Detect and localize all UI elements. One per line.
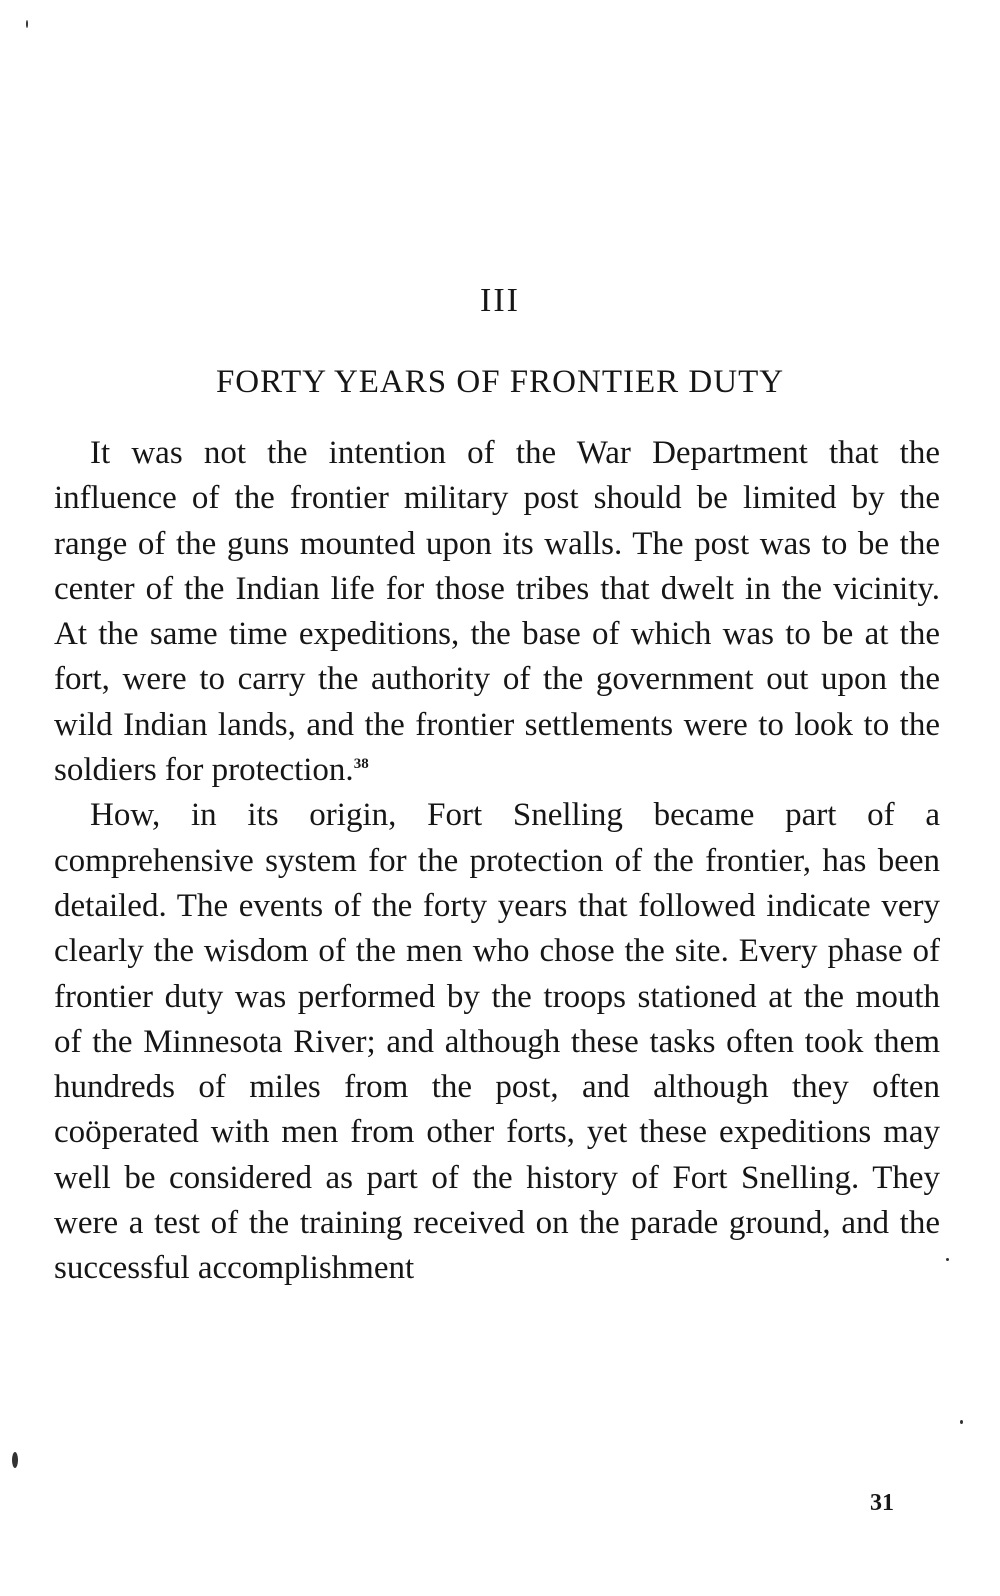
- footnote-reference: 38: [353, 756, 369, 773]
- scan-speck: [12, 1452, 18, 1468]
- scan-speck: [946, 1258, 949, 1261]
- chapter-number: III: [480, 282, 520, 319]
- scan-speck: [26, 20, 28, 28]
- paragraph-2: [54, 793, 940, 1291]
- paragraph-2-text: How, in its origin, Fort Snelling became part of a comprehensive system for the protection of the frontier, has been detailed. The events of the forty years that followed indicate very clearly the wisdom of the men who chose the site. Every phase of frontier duty was performed by the troops stationed at the mouth of the Minnesota River; and although these tasks often took them hundreds of miles from the post, and although they often coöperated with men from other forts, yet these expeditions may well be considered as part of the history of Fort Snelling. They were a test of the training received on the parade ground, and the successful accomplishment: [54, 797, 940, 1287]
- scan-speck: [960, 1420, 963, 1424]
- chapter-title: FORTY YEARS OF FRONTIER DUTY: [215, 364, 785, 400]
- paragraph-1: [54, 431, 940, 793]
- paragraph-1-text: It was not the intention of the War Department that the influence of the frontier military post should be limited by the range of the guns mounted upon its walls. The post was to be the center of the Indian life for those tribes that dwelt in the vicinity. At the same time expeditions, the base of which was to be at the fort, were to carry the authority of the government out upon the wild Indian lands, and the frontier settlements were to look to the soldiers for protection.: [54, 435, 940, 789]
- page-number: 31: [870, 1490, 894, 1516]
- body-text: [54, 431, 940, 1292]
